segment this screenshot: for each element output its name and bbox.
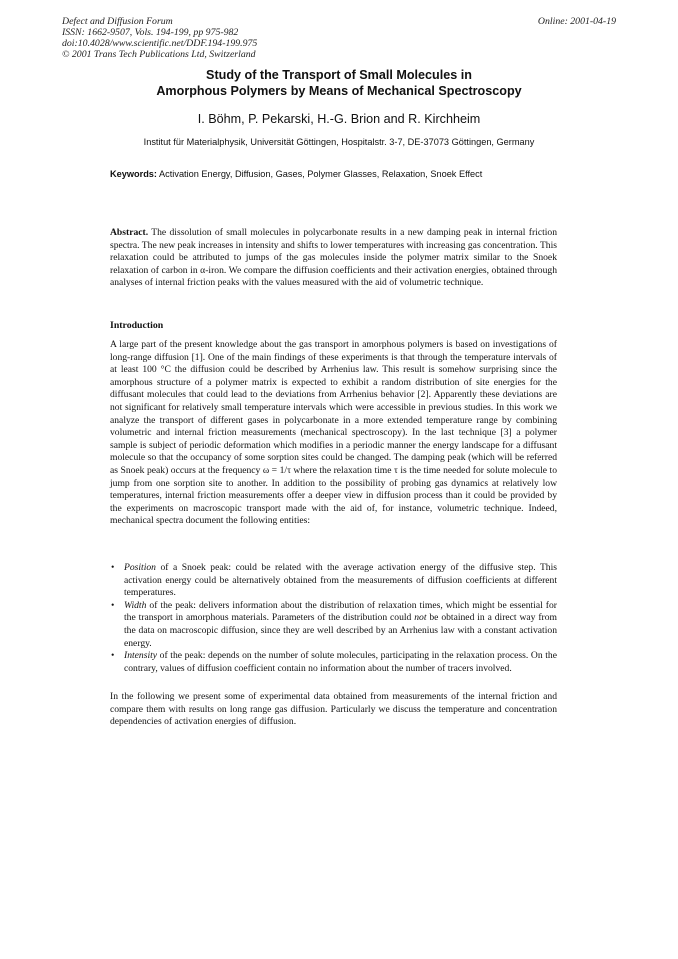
keywords-label: Keywords: <box>110 169 157 179</box>
bullet-text: of a Snoek peak: could be related with the average activation energy of the diffusive step. This activation energy could be alternatively obtained from the measurements of diffusion coefficients at different temperatures. <box>124 562 557 599</box>
abstract <box>110 227 557 290</box>
bullet-emphasis: not <box>414 612 427 624</box>
bullet-term: Intensity <box>124 650 158 662</box>
bullet-dot-icon: • <box>111 599 115 611</box>
closing-paragraph: In the following we present some of experimental data obtained from measurements of the internal friction and compare them with results on long range gas diffusion. Particularly we discuss the temperature and concentration dependencies of activation energies of diffusion. <box>110 691 557 728</box>
bullet-dot-icon: • <box>111 562 115 573</box>
bullet-term: Width <box>124 599 147 611</box>
bullet-dot-icon: • <box>111 650 115 662</box>
abstract-text: The dissolution of small molecules in polycarbonate results in a new damping peak in internal friction spectra. The new peak increases in intensity and shifts to lower temperatures with increasing gas concentration. This relaxation could be attributed to jumps of the gas molecules inside the polymer matrix similar to the Snoek relaxation of carbon in α-iron. We compare the diffusion coefficients and their activation energies, obtained through analyses of internal friction peaks with the values measured with the aid of volumetric technique. <box>110 227 557 289</box>
online-date: Online: 2001-04-19 <box>537 16 616 27</box>
title-line-1: Study of the Transport of Small Molecules in <box>206 68 472 82</box>
title-line-2: Amorphous Polymers by Means of Mechanical Spectroscopy <box>156 84 522 98</box>
introduction-heading: Introduction <box>110 320 164 331</box>
bullet-position <box>110 562 557 600</box>
authors: I. Böhm, P. Pekarski, H.-G. Brion and R. Kirchheim <box>197 112 481 126</box>
bullet-width <box>110 600 557 650</box>
bullet-text: of the peak: delivers information about the distribution of relaxation times, which might be essential for the transport in amorphous materials. Parameters of the distribution could <box>124 599 557 624</box>
journal-name: Defect and Diffusion Forum <box>62 16 173 27</box>
bullet-intensity <box>110 650 557 675</box>
bullet-text-continued: be obtained in a direct way from the data on macroscopic diffusion, since they are well described by an Arrhenius law with a constant activation energy. <box>124 612 557 649</box>
introduction-paragraph: A large part of the present knowledge about the gas transport in amorphous polymers is based on investigations of long-range diffusion [1]. One of the main findings of these experiments is that through the temperature intervals of at least 100 °C the diffusion could be described by Arrhenius law. This result is somehow surprising since the amorphous structure of a polymer matrix is expected to exhibit a random distribution of site energies for the diffusant molecules that could lead to the deviations from Arrhenius behavior [2]. Apparently these deviations are not significant for relatively small temperature intervals which were accessible in previous studies. In this work we analyze the transport of different gases in polycarbonate in a more extended temperature range by combining volumetric and internal friction measurements (mechanical spectroscopy). In the last technique [3] a polymer sample is subject of periodic deformation which modifies in a periodic manner the energy landscape for a diffusant molecule so that the occupancy of some sorption sites could be changed. The damping peak (which will be referred as Snoek peak) occurs at the frequency ω = 1/τ where the relaxation time τ is the time needed for solute molecule to jump from one sorption site to another. In addition to the possibility of probing gas dynamics at relatively low temperatures, internal friction measurements offer a deeper view in diffusion process than it could be provided by the experiments on macroscopic transport made with the aid of, for instance, volumetric technique. Indeed, mechanical spectra document the following entities: <box>110 339 557 527</box>
bullet-list <box>110 562 557 675</box>
keywords <box>110 169 570 179</box>
abstract-label: Abstract. <box>110 227 149 238</box>
paper-title <box>60 67 618 99</box>
bullet-text: of the peak: depends on the number of solute molecules, participating in the relaxation process. On the contrary, values of diffusion coefficient contain no information about the number of tracers involved. <box>124 650 557 674</box>
affiliation: Institut für Materialphysik, Universität Göttingen, Hospitalstr. 3-7, DE-37073 Göttingen, Germany <box>143 137 535 147</box>
bullet-term: Position <box>124 562 156 573</box>
doi: doi:10.4028/www.scientific.net/DDF.194-199.975 <box>62 38 258 49</box>
copyright: © 2001 Trans Tech Publications Ltd, Switzerland <box>62 49 256 60</box>
issn: ISSN: 1662-9507, Vols. 194-199, pp 975-982 <box>62 27 239 38</box>
keywords-text: Activation Energy, Diffusion, Gases, Polymer Glasses, Relaxation, Snoek Effect <box>156 169 483 179</box>
journal-meta <box>62 16 257 60</box>
